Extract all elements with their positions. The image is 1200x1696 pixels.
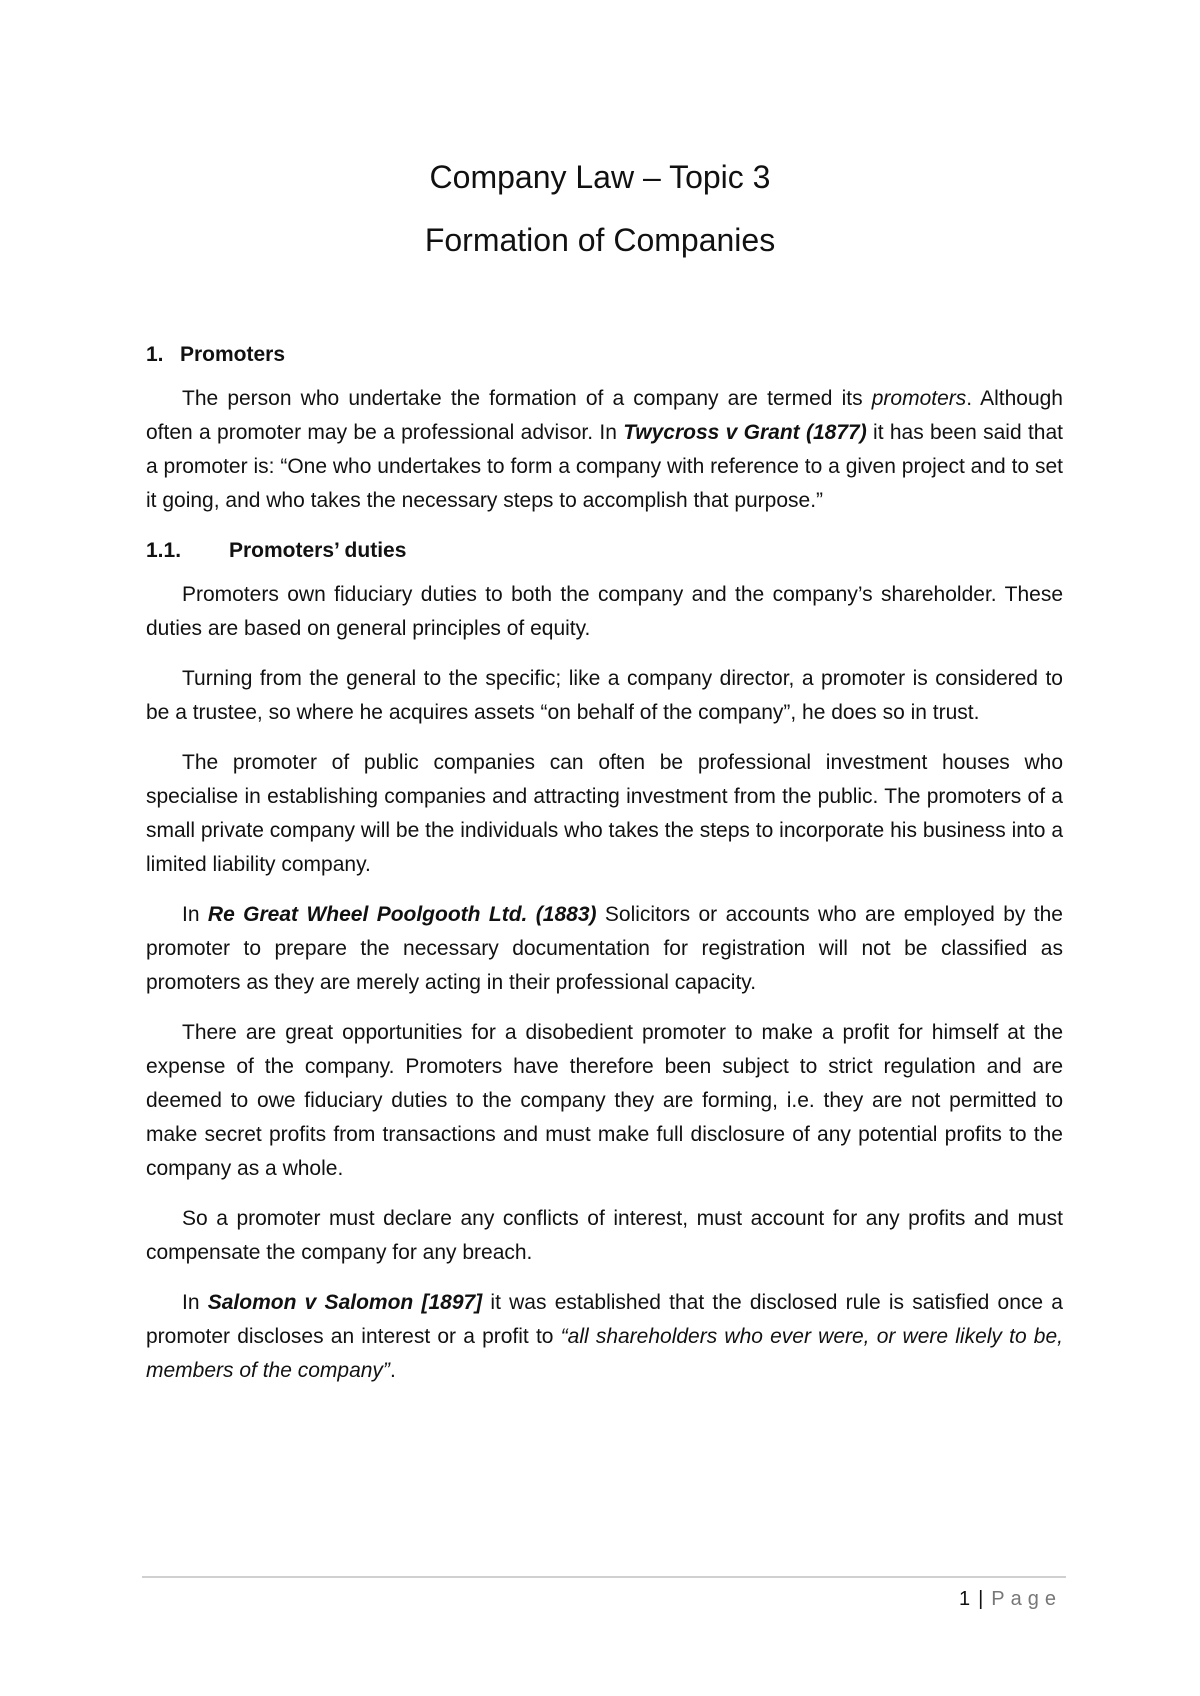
- paragraph-trustee: Turning from the general to the specific; like a company director, a promoter is considered to be a trustee, so where he acquires assets “on behalf of the company”, he does so in trust.: [146, 667, 1063, 724]
- paragraph-secret-profits: There are great opportunities for a disobedient promoter to make a profit for himself at the expense of the company. Promoters have therefore been subject to strict regulation and are deemed to owe fiduciary duties to the company they are forming, i.e. they are not permitted to make secret profits from transactions and must make full disclosure of any potential profits to the company as a whole.: [146, 1021, 1063, 1180]
- emphasis-term: promoters: [871, 387, 967, 410]
- section-number: 1.: [146, 343, 164, 366]
- document-body: [146, 338, 1063, 1404]
- footer-divider: [142, 1576, 1066, 1578]
- quoted-text: “all shareholders who ever were, or were likely to be, members of the company”: [146, 1325, 1063, 1382]
- footer-separator: |: [978, 1588, 984, 1610]
- case-citation: Twycross v Grant (1877): [623, 421, 867, 444]
- text-run: .: [389, 1359, 396, 1382]
- case-citation: Salomon v Salomon [1897]: [207, 1291, 483, 1314]
- document-subtitle: Formation of Companies: [424, 222, 776, 258]
- page-number: 1: [958, 1588, 971, 1610]
- text-run: . Although often a promoter may be a professional advisor. In: [146, 387, 1063, 444]
- subsection-title: Promoters’ duties: [229, 539, 407, 562]
- section-title: Promoters: [180, 343, 286, 366]
- title-block: [0, 146, 1200, 272]
- text-run: In: [182, 1291, 208, 1314]
- text-run: In: [182, 903, 208, 926]
- paragraph-promoter-definition: [146, 382, 1063, 518]
- page-footer: [959, 1584, 1062, 1614]
- paragraph-salomon: [146, 1286, 1063, 1388]
- text-run: it was established that the disclosed rule is satisfied once a promoter discloses an interest or a profit to: [146, 1291, 1063, 1348]
- text-run: Solicitors or accounts who are employed by the promoter to prepare the necessary documentation for registration will not be classified as promoters as they are merely acting in their professional capacity.: [146, 903, 1063, 994]
- text-run: it has been said that a promoter is: “One who undertakes to form a company with reference to a given project and to set it going, and who takes the necessary steps to accomplish that purpose.”: [146, 421, 1063, 512]
- subsection-number: 1.1.: [146, 539, 182, 562]
- page-label: Page: [991, 1588, 1062, 1610]
- paragraph-public-private: The promoter of public companies can often be professional investment houses who specialise in establishing companies and attracting investment from the public. The promoters of a small private company will be the individuals who takes the steps to incorporate his business into a limited liability company.: [146, 751, 1063, 876]
- paragraph-conflicts: So a promoter must declare any conflicts of interest, must account for any profits and must compensate the company for any breach.: [146, 1207, 1063, 1264]
- section-heading-promoters: [146, 338, 1063, 372]
- document-title: Company Law – Topic 3: [429, 159, 771, 195]
- text-run: The person who undertake the formation of a company are termed its: [182, 387, 872, 410]
- paragraph-fiduciary-duties: Promoters own fiduciary duties to both the company and the company’s shareholder. These duties are based on general principles of equity.: [146, 583, 1063, 640]
- subsection-heading-duties: [146, 534, 1063, 568]
- paragraph-great-wheel: [146, 898, 1063, 1000]
- case-citation: Re Great Wheel Poolgooth Ltd. (1883): [207, 903, 597, 926]
